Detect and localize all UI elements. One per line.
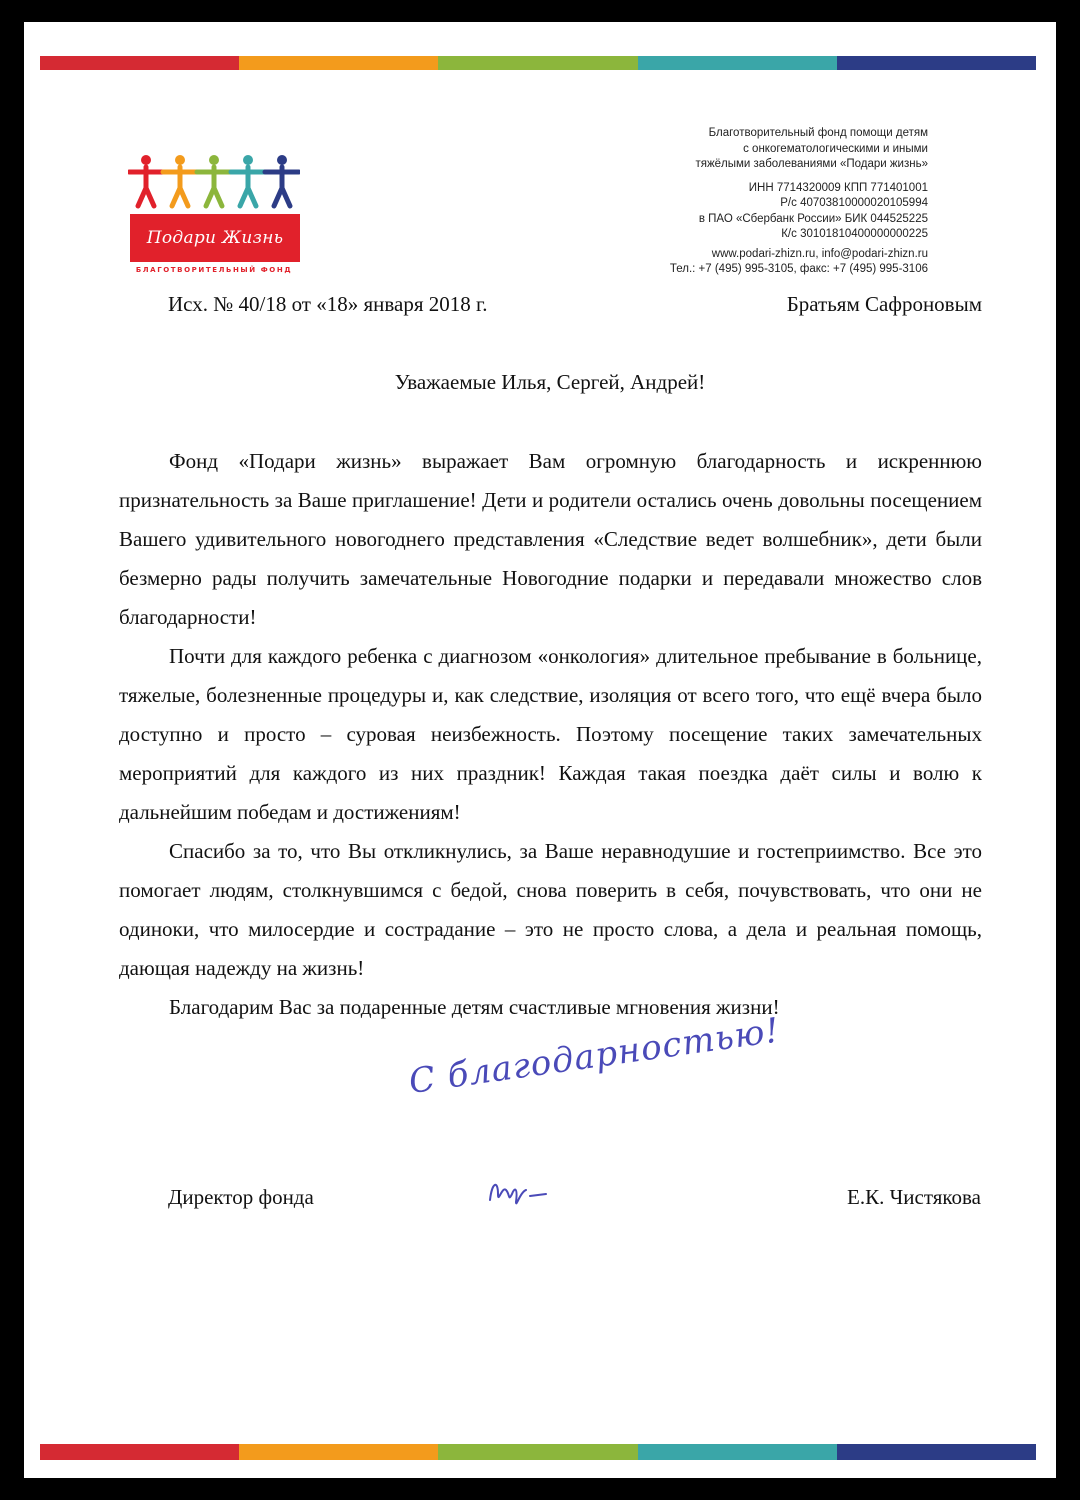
signer-title: Директор фонда	[168, 1185, 314, 1209]
logo-script-text: Подари Жизнь	[146, 228, 284, 248]
org-contact-line: Тел.: +7 (495) 995-3105, факс: +7 (495) 995-3106	[669, 263, 928, 275]
body-paragraph: Спасибо за то, что Вы откликнулись, за Ваше неравнодушие и гостеприимство. Все это помогает людям, столкнувшимся с бедой, снова поверить в себя, почувствовать, что они не одиноки, что милосердие и сострадание – это не просто слова, а дела и реальная помощь, дающая надежду на жизнь!	[119, 839, 982, 980]
handwritten-note: С благодарностью!	[406, 1010, 783, 1102]
people-chain-icon	[128, 152, 300, 212]
body-paragraph: Благодарим Вас за подаренные детям счастливые мгновения жизни!	[169, 995, 780, 1019]
org-header	[508, 126, 928, 278]
addressee: Братьям Сафроновым	[786, 292, 982, 316]
person-body	[163, 167, 197, 206]
org-requisite-line: К/с 30101810400000000225	[781, 228, 928, 240]
person-head	[209, 155, 219, 165]
org-requisite-line: ИНН 7714320009 КПП 771401001	[748, 181, 928, 194]
stripe-navy	[837, 56, 1036, 70]
org-requisite-line: в ПАО «Сбербанк России» БИК 044525225	[698, 212, 928, 225]
greeting: Уважаемые Илья, Сергей, Андрей!	[394, 370, 706, 394]
person-head	[277, 155, 287, 165]
bottom-color-stripe	[40, 1444, 1036, 1460]
org-name-line: тяжёлыми заболеваниями «Подари жизнь»	[695, 158, 928, 170]
body-paragraph: Фонд «Подари жизнь» выражает Вам огромную благодарность и искреннюю признательность за Ваше приглашение! Дети и родители остались очень довольны посещением Вашего удивительного новогоднего представления «Следствие ведет волшебник», дети были безмерно рады получить замечательные Новогодние подарки и передавали множество слов благодарности!	[119, 449, 982, 629]
org-name-line: с онкогематологическими и иными	[743, 142, 928, 155]
stripe-red	[40, 1444, 239, 1460]
logo-subtitle: БЛАГОТВОРИТЕЛЬНЫЙ ФОНД	[135, 266, 293, 274]
stripe-green	[438, 56, 637, 70]
signature-scribble	[486, 1172, 566, 1212]
org-contact-line: www.podari-zhizn.ru, info@podari-zhizn.ru	[711, 247, 928, 260]
person-body	[265, 167, 299, 206]
letter-body	[119, 442, 982, 1027]
stripe-green	[438, 1444, 637, 1460]
body-paragraph: Почти для каждого ребенка с диагнозом «онкология» длительное пребывание в больнице, тяжелые, болезненные процедуры и, как следствие, изоляция от всего того, что ещё вчера было доступно и просто – суровая неизбежность. Поэтому посещение таких замечательных мероприятий для каждого из них праздник! Каждая такая поездка даёт силы и волю к дальнейшим победам и достижениям!	[119, 644, 982, 824]
stripe-teal	[638, 56, 837, 70]
stripe-red	[40, 56, 239, 70]
person-head	[141, 155, 151, 165]
stripe-orange	[239, 1444, 438, 1460]
stripe-navy	[837, 1444, 1036, 1460]
person-body	[129, 167, 163, 206]
person-head	[175, 155, 185, 165]
org-requisite-line: Р/с 40703810000020105994	[780, 197, 928, 209]
podari-zhizn-logo	[128, 152, 300, 282]
stripe-teal	[638, 1444, 837, 1460]
top-color-stripe	[40, 56, 1036, 70]
outgoing-number: Исх. № 40/18 от «18» января 2018 г.	[168, 292, 488, 316]
org-name-line: Благотворительный фонд помощи детям	[708, 127, 928, 139]
stripe-orange	[239, 56, 438, 70]
person-body	[197, 167, 231, 206]
person-body	[231, 167, 265, 206]
signer-name: Е.К. Чистякова	[847, 1185, 981, 1209]
person-head	[243, 155, 253, 165]
letter-page	[24, 22, 1056, 1478]
logo-red-box	[130, 214, 300, 262]
